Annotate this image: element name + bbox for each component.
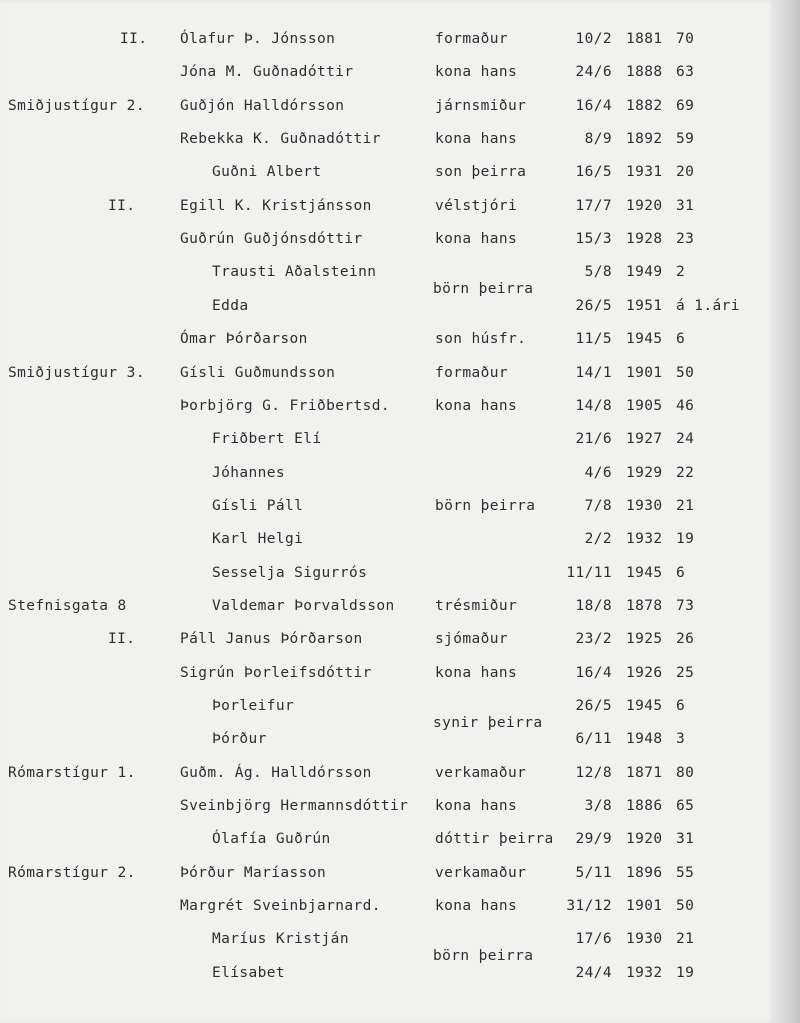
name-cell: Jóhannes: [212, 464, 286, 481]
age-cell: 21: [676, 497, 695, 514]
age-cell: 25: [676, 664, 695, 681]
birth-year-cell: 1920: [626, 197, 663, 214]
name-cell: Friðbert Elí: [212, 431, 322, 448]
birth-year-cell: 1905: [626, 397, 663, 414]
name-cell: Guðjón Halldórsson: [180, 97, 345, 114]
name-cell: Þórður: [212, 731, 267, 748]
birth-year-cell: 1928: [626, 231, 663, 248]
age-cell: 19: [676, 964, 695, 981]
birth-year-cell: 1930: [626, 931, 663, 948]
name-cell: Ólafur Þ. Jónsson: [180, 31, 336, 47]
birth-date-cell: 3/8: [584, 798, 612, 815]
age-cell: 6: [676, 331, 686, 348]
birth-year-cell: 1927: [626, 431, 663, 448]
age-cell: 31: [676, 197, 695, 214]
birth-date-cell: 15/3: [575, 231, 612, 248]
birth-year-cell: 1929: [626, 464, 663, 481]
birth-year-cell: 1886: [626, 798, 663, 815]
birth-year-cell: 1896: [626, 864, 663, 881]
birth-date-cell: 29/9: [575, 831, 612, 848]
birth-year-cell: 1882: [626, 97, 663, 114]
age-cell: 80: [676, 764, 695, 781]
relation-cell: kona hans: [435, 231, 518, 248]
address-cell: Smiðjustígur 2.: [8, 97, 145, 114]
relation-cell: dóttir þeirra: [435, 831, 554, 848]
age-cell: 69: [676, 97, 695, 114]
birth-date-cell: 11/11: [566, 564, 612, 581]
relation-cell: formaður: [435, 364, 509, 381]
birth-date-cell: 21/6: [575, 431, 612, 448]
relation-cell: kona hans: [435, 798, 518, 815]
age-cell: 6: [676, 698, 686, 714]
birth-date-cell: 16/5: [575, 164, 612, 181]
relation-cell: járnsmiður: [435, 97, 527, 114]
relation-cell: kona hans: [435, 397, 518, 414]
address-cell: II.: [108, 631, 136, 648]
birth-year-cell: 1871: [626, 764, 663, 781]
age-cell: 21: [676, 931, 695, 948]
address-cell: Rómarstígur 2.: [8, 864, 136, 881]
name-cell: Margrét Sveinbjarnard.: [180, 898, 381, 915]
birth-year-cell: 1881: [626, 31, 663, 47]
age-cell: 19: [676, 531, 695, 548]
address-cell: Stefnisgata 8: [8, 597, 127, 614]
name-cell: Egill K. Kristjánsson: [180, 197, 372, 214]
relation-cell: kona hans: [435, 64, 518, 81]
birth-year-cell: 1926: [626, 664, 663, 681]
name-cell: Gísli Páll: [212, 497, 304, 514]
address-cell: II.: [120, 31, 148, 47]
name-cell: Gísli Guðmundsson: [180, 364, 336, 381]
name-cell: Karl Helgi: [212, 531, 304, 548]
birth-year-cell: 1945: [626, 564, 663, 581]
birth-year-cell: 1901: [626, 898, 663, 915]
birth-date-cell: 2/2: [584, 531, 612, 548]
age-cell: 24: [676, 431, 695, 448]
age-cell: 70: [676, 31, 695, 47]
relation-cell: sjómaður: [435, 631, 509, 648]
birth-date-cell: 18/8: [575, 597, 612, 614]
birth-date-cell: 26/5: [575, 297, 612, 314]
name-cell: Ómar Þórðarson: [180, 331, 308, 348]
age-cell: 2: [676, 264, 686, 281]
group-relation-note: synir þeirra: [433, 714, 543, 731]
birth-date-cell: 16/4: [575, 97, 612, 114]
address-cell: Smiðjustígur 3.: [8, 364, 145, 381]
birth-date-cell: 4/6: [584, 464, 612, 481]
age-cell: 6: [676, 564, 686, 581]
name-cell: Trausti Aðalsteinn: [212, 264, 377, 281]
name-cell: Þorbjörg G. Friðbertsd.: [180, 397, 390, 414]
name-cell: Guðm. Ág. Halldórsson: [180, 764, 372, 781]
birth-date-cell: 17/6: [575, 931, 612, 948]
birth-year-cell: 1892: [626, 131, 663, 148]
birth-year-cell: 1932: [626, 964, 663, 981]
age-cell: 55: [676, 864, 695, 881]
name-cell: Guðni Albert: [212, 164, 322, 181]
birth-date-cell: 23/2: [575, 631, 612, 648]
birth-date-cell: 14/1: [575, 364, 612, 381]
birth-date-cell: 6/11: [575, 731, 612, 748]
birth-date-cell: 7/8: [584, 497, 612, 514]
name-cell: Rebekka K. Guðnadóttir: [180, 131, 381, 148]
age-cell: 20: [676, 164, 695, 181]
age-cell: 50: [676, 364, 695, 381]
name-cell: Guðrún Guðjónsdóttir: [180, 231, 363, 248]
birth-year-cell: 1945: [626, 331, 663, 348]
name-cell: Elísabet: [212, 964, 286, 981]
name-cell: Sveinbjörg Hermannsdóttir: [180, 798, 409, 815]
birth-year-cell: 1901: [626, 364, 663, 381]
age-cell: á 1.ári: [676, 297, 740, 314]
birth-date-cell: 14/8: [575, 397, 612, 414]
name-cell: Edda: [212, 297, 249, 314]
birth-date-cell: 5/11: [575, 864, 612, 881]
relation-cell: kona hans: [435, 898, 518, 915]
birth-year-cell: 1930: [626, 497, 663, 514]
name-cell: Sesselja Sigurrós: [212, 564, 368, 581]
name-cell: Þorleifur: [212, 698, 295, 714]
age-cell: 63: [676, 64, 695, 81]
relation-cell: son húsfr.: [435, 331, 527, 348]
relation-cell: vélstjóri: [435, 197, 518, 214]
birth-date-cell: 31/12: [566, 898, 612, 915]
relation-cell: verkamaður: [435, 864, 527, 881]
age-cell: 26: [676, 631, 695, 648]
age-cell: 46: [676, 397, 695, 414]
birth-date-cell: 11/5: [575, 331, 612, 348]
age-cell: 3: [676, 731, 686, 748]
birth-date-cell: 10/2: [575, 31, 612, 47]
age-cell: 50: [676, 898, 695, 915]
name-cell: Þórður Maríasson: [180, 864, 327, 881]
name-cell: Páll Janus Þórðarson: [180, 631, 363, 648]
group-relation-note: börn þeirra: [433, 281, 534, 298]
birth-date-cell: 16/4: [575, 664, 612, 681]
relation-cell: kona hans: [435, 664, 518, 681]
relation-cell: formaður: [435, 31, 509, 47]
group-relation-note: börn þeirra: [433, 948, 534, 965]
name-cell: Valdemar Þorvaldsson: [212, 597, 395, 614]
birth-year-cell: 1878: [626, 597, 663, 614]
age-cell: 22: [676, 464, 695, 481]
birth-year-cell: 1925: [626, 631, 663, 648]
address-cell: II.: [108, 197, 136, 214]
birth-year-cell: 1931: [626, 164, 663, 181]
birth-date-cell: 12/8: [575, 764, 612, 781]
birth-date-cell: 5/8: [584, 264, 612, 281]
birth-year-cell: 1945: [626, 698, 663, 714]
relation-cell: trésmiður: [435, 597, 518, 614]
birth-date-cell: 17/7: [575, 197, 612, 214]
birth-date-cell: 26/5: [575, 698, 612, 714]
birth-date-cell: 8/9: [584, 131, 612, 148]
age-cell: 73: [676, 597, 695, 614]
birth-year-cell: 1888: [626, 64, 663, 81]
age-cell: 23: [676, 231, 695, 248]
birth-year-cell: 1932: [626, 531, 663, 548]
relation-cell: kona hans: [435, 131, 518, 148]
age-cell: 65: [676, 798, 695, 815]
page-edge: [774, 0, 800, 1023]
age-cell: 59: [676, 131, 695, 148]
birth-date-cell: 24/4: [575, 964, 612, 981]
name-cell: Sigrún Þorleifsdóttir: [180, 664, 372, 681]
address-cell: Rómarstígur 1.: [8, 764, 136, 781]
relation-cell: börn þeirra: [435, 497, 536, 514]
name-cell: Jóna M. Guðnadóttir: [180, 64, 354, 81]
birth-year-cell: 1920: [626, 831, 663, 848]
relation-cell: verkamaður: [435, 764, 527, 781]
name-cell: Maríus Kristján: [212, 931, 349, 948]
birth-year-cell: 1949: [626, 264, 663, 281]
birth-year-cell: 1951: [626, 297, 663, 314]
name-cell: Ólafía Guðrún: [212, 831, 331, 848]
birth-year-cell: 1948: [626, 731, 663, 748]
relation-cell: son þeirra: [435, 164, 527, 181]
birth-date-cell: 24/6: [575, 64, 612, 81]
age-cell: 31: [676, 831, 695, 848]
